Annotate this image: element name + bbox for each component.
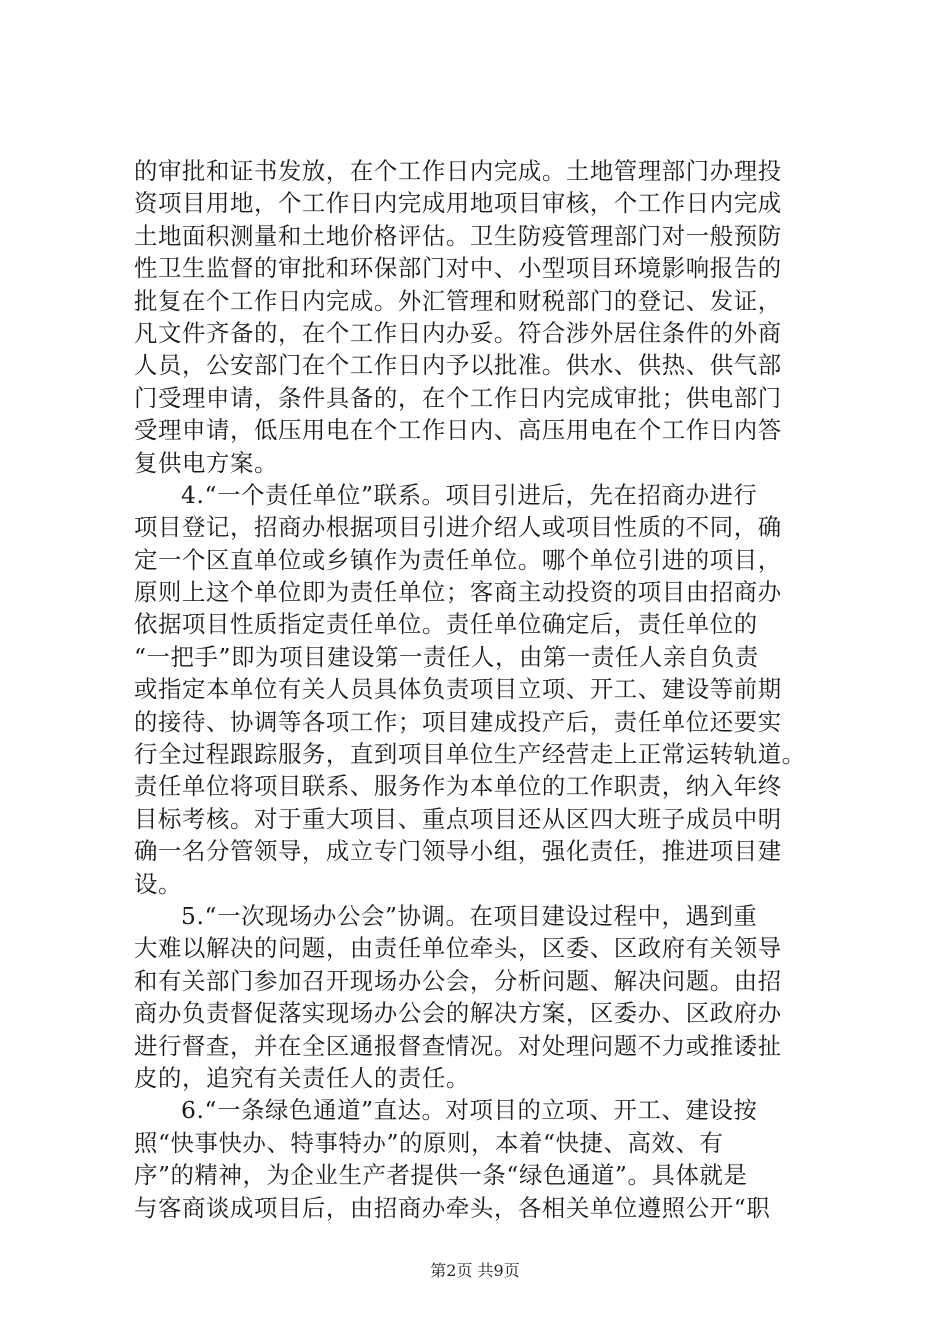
text-line: 定一个区直单位或乡镇作为责任单位。哪个单位引进的项目，	[134, 545, 782, 574]
text-line: 受理申请，低压用电在个工作日内、高压用电在个工作日内答	[134, 416, 782, 445]
text-line: 4.“一个责任单位”联系。项目引进后，先在招商办进行	[181, 480, 758, 509]
text-line: 目标考核。对于重大项目、重点项目还从区四大班子成员中明	[134, 804, 782, 833]
text-line: 项目登记，招商办根据项目引进介绍人或项目性质的不同，确	[134, 513, 782, 542]
text-line: 人员，公安部门在个工作日内予以批准。供水、供热、供气部	[134, 351, 782, 380]
text-line: 复供电方案。	[134, 448, 278, 477]
text-line: 资项目用地，个工作日内完成用地项目审核，个工作日内完成	[134, 189, 782, 218]
text-line: 依据项目性质指定责任单位。责任单位确定后，责任单位的	[134, 610, 758, 639]
page-footer	[0, 1261, 950, 1281]
text-line: 凡文件齐备的，在个工作日内办妥。符合涉外居住条件的外商	[134, 318, 782, 347]
text-line: 行全过程跟踪服务，直到项目单位生产经营走上正常运转轨道。	[134, 740, 806, 769]
text-line: 照“快事快办、特事特办”的原则，本着“快捷、高效、有	[134, 1128, 724, 1157]
text-line: 设。	[134, 869, 182, 898]
text-line: 和有关部门参加召开现场办公会，分析问题、解决问题。由招	[134, 966, 782, 995]
text-line: 土地面积测量和土地价格评估。卫生防疫管理部门对一般预防	[134, 221, 782, 250]
text-line: 进行督查，并在全区通报督查情况。对处理问题不力或推诿扯	[134, 1031, 782, 1060]
text-line: 序”的精神，为企业生产者提供一条“绿色通道”。具体就是	[134, 1161, 748, 1190]
document-body	[134, 155, 834, 1224]
text-line: 性卫生监督的审批和环保部门对中、小型项目环境影响报告的	[134, 254, 782, 283]
text-line: 门受理申请，条件具备的，在个工作日内完成审批；供电部门	[134, 383, 782, 412]
text-line: 确一名分管领导，成立专门领导小组，强化责任，推进项目建	[134, 837, 782, 866]
text-line: 6.“一条绿色通道”直达。对项目的立项、开工、建设按	[181, 1096, 758, 1125]
page-number-label: 第2页 共9页	[430, 1261, 520, 1280]
text-line: 的审批和证书发放，在个工作日内完成。土地管理部门办理投	[134, 157, 782, 185]
text-line: 与客商谈成项目后，由招商办牵头，各相关单位遵照公开“职	[134, 1193, 771, 1222]
text-line: 原则上这个单位即为责任单位；客商主动投资的项目由招商办	[134, 578, 782, 607]
text-line: “一把手”即为项目建设第一责任人，由第一责任人亲自负责	[134, 642, 759, 671]
text-line: 批复在个工作日内完成。外汇管理和财税部门的登记、发证，	[134, 286, 782, 315]
text-line: 5.“一次现场办公会”协调。在项目建设过程中，遇到重	[181, 901, 758, 930]
text-line: 的接待、协调等各项工作；项目建成投产后，责任单位还要实	[134, 707, 782, 736]
text-line: 商办负责督促落实现场办公会的解决方案，区委办、区政府办	[134, 999, 782, 1028]
text-line: 皮的，追究有关责任人的责任。	[134, 1063, 470, 1092]
text-line: 或指定本单位有关人员具体负责项目立项、开工、建设等前期	[134, 675, 782, 704]
text-line: 责任单位将项目联系、服务作为本单位的工作职责，纳入年终	[134, 772, 782, 801]
text-line: 大难以解决的问题，由责任单位牵头，区委、区政府有关领导	[134, 934, 782, 963]
